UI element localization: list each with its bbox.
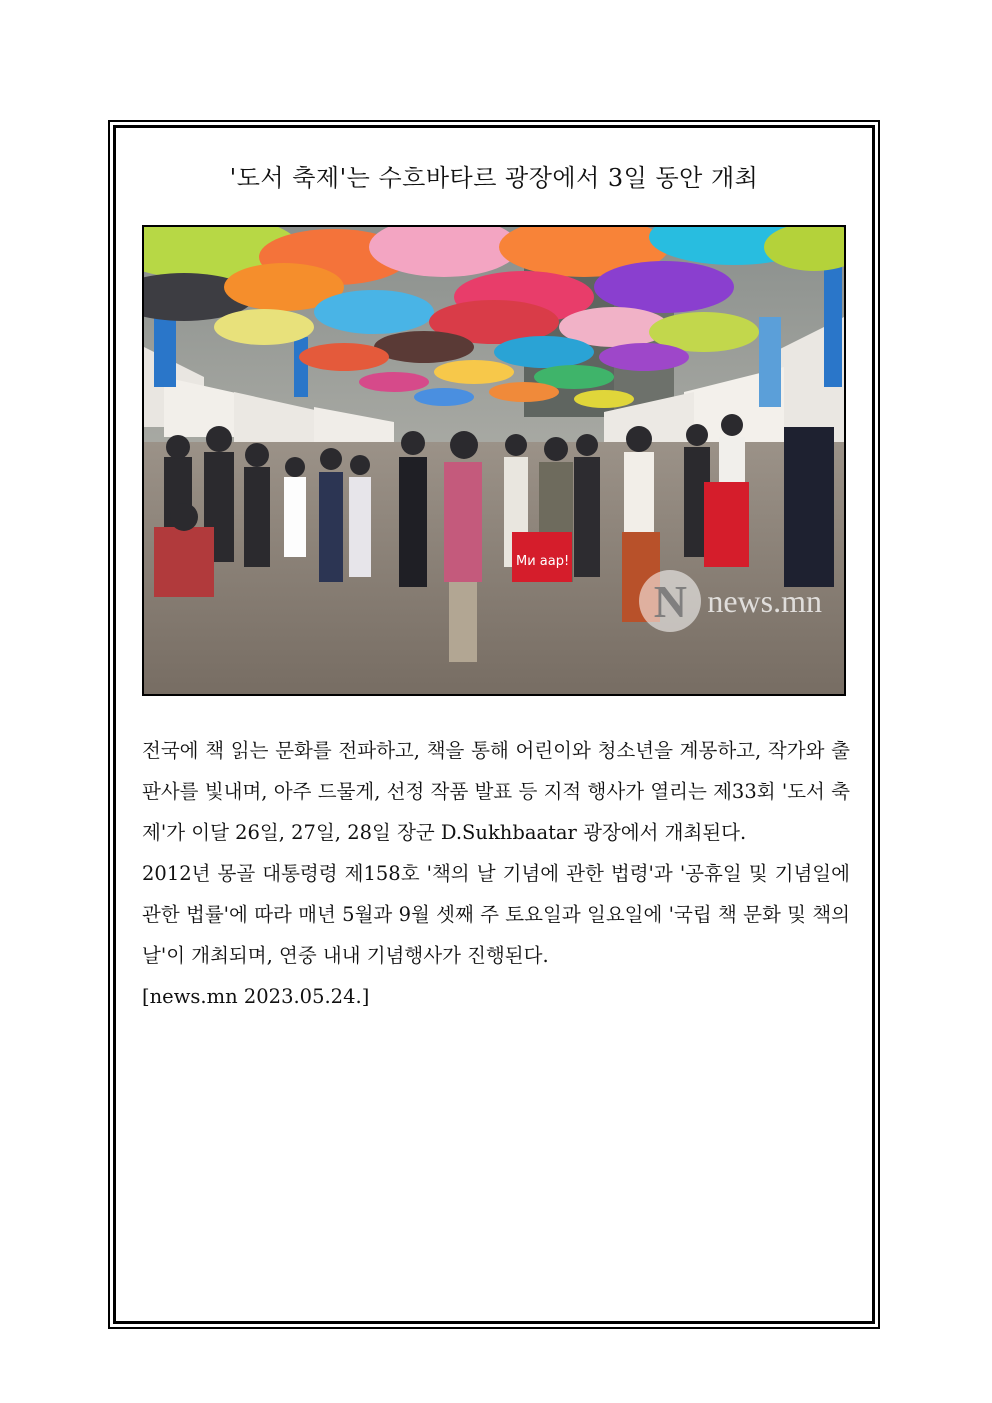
news-logo-circle: N <box>639 570 701 632</box>
article-title: '도서 축제'는 수흐바타르 광장에서 3일 동안 개최 <box>229 164 759 192</box>
paragraph-2: 2012년 몽골 대통령령 제158호 '책의 날 기념에 관한 법령'과 '공휴일 및 기념일에 관한 법률'에 따라 매년 5월과 9월 셋째 주 토요일과 일요일에 '국립 책 문화 및 책의 날'이 개최되며, 연중 내내 기념행사가 진행된다. <box>142 862 850 967</box>
source-line: [news.mn 2023.05.24.] <box>142 985 370 1008</box>
news-watermark <box>639 570 822 632</box>
watermark-text: news.mn <box>707 582 822 619</box>
booth-sign-text: Ми аар! <box>516 554 570 569</box>
article-body <box>142 730 850 1017</box>
festival-photo <box>142 225 846 696</box>
paragraph-1: 전국에 책 읽는 문화를 전파하고, 책을 통해 어린이와 청소년을 계몽하고, 작가와 출판사를 빛내며, 아주 드물게, 선정 작품 발표 등 지적 행사가 열리는 제33회 '도서 축제'가 이달 26일, 27일, 28일 장군 D.Sukhbaatar 광장에서 개최된다. <box>142 739 850 844</box>
